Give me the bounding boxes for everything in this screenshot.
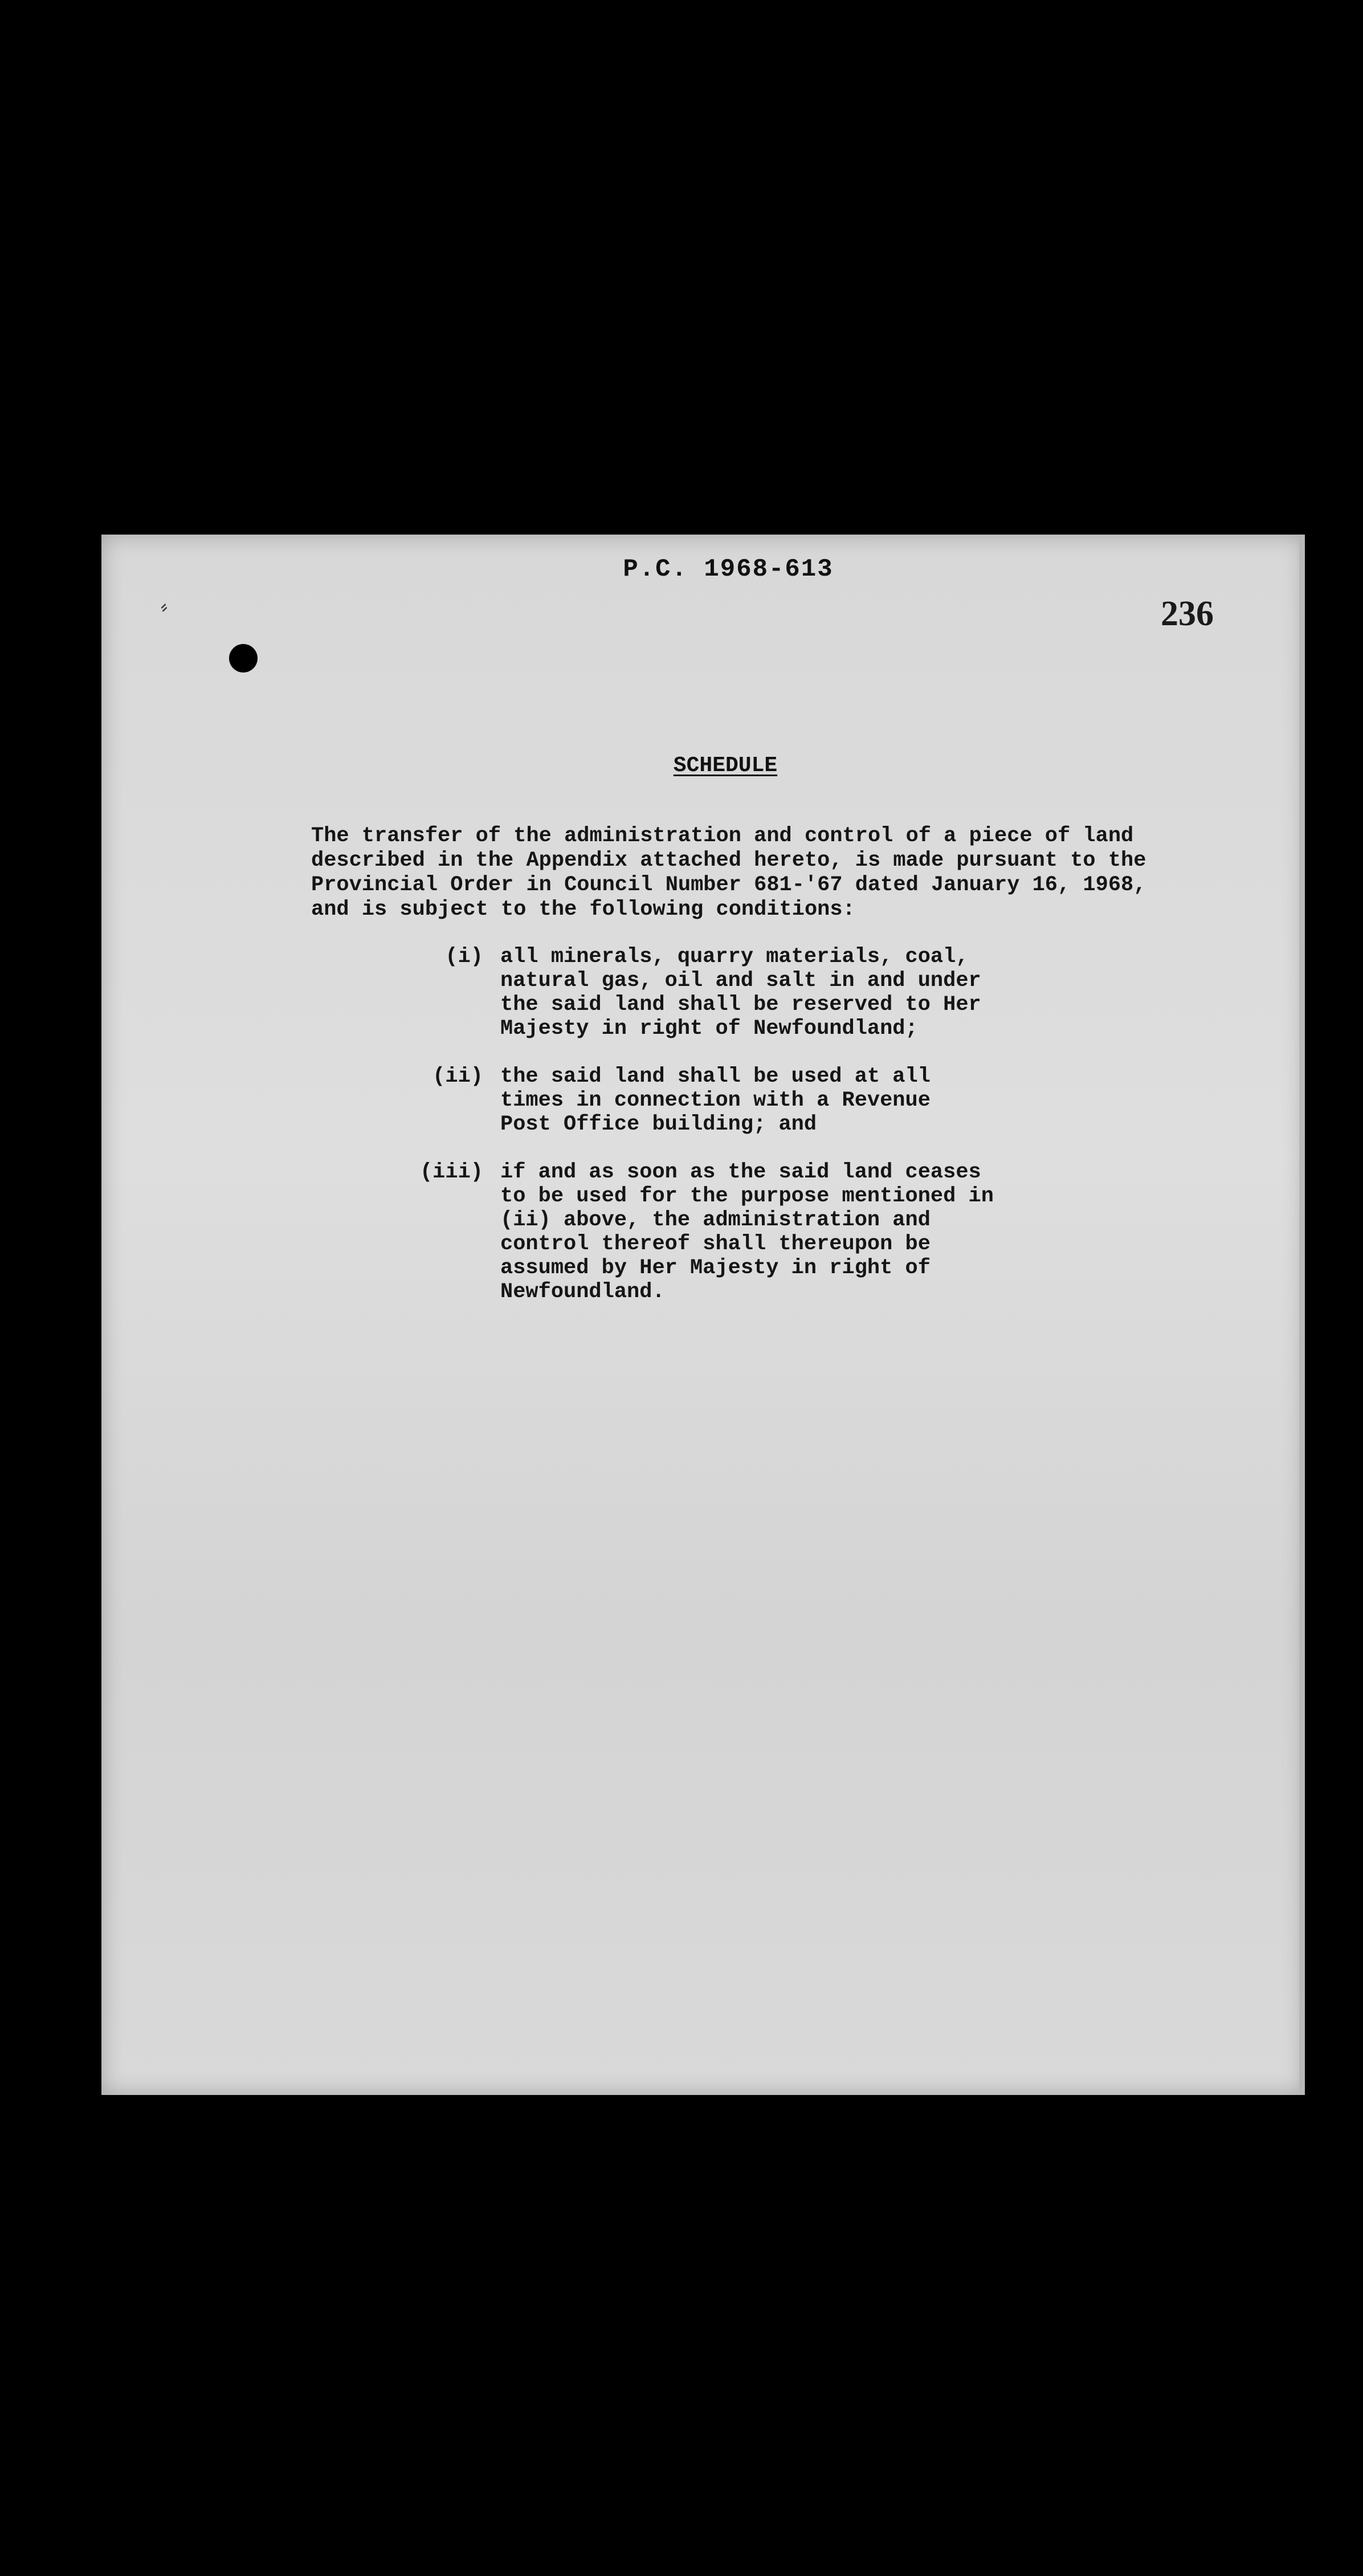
intro-paragraph <box>311 824 1211 922</box>
intro-line: Provincial Order in Council Number 681-'67 dated January 16, 1968, <box>311 873 1146 897</box>
handwritten-mark: ⸗ <box>155 596 174 621</box>
condition-item <box>375 1065 1116 1136</box>
punch-hole <box>229 644 258 672</box>
order-reference: P.C. 1968-613 <box>623 555 834 584</box>
condition-line: all minerals, quarry materials, coal, <box>500 945 969 969</box>
condition-line: the said land shall be reserved to Her <box>500 993 981 1017</box>
condition-line: times in connection with a Revenue <box>500 1089 931 1112</box>
condition-label: (iii) <box>419 1160 483 1184</box>
schedule-heading: SCHEDULE <box>673 753 778 778</box>
condition-line: (ii) above, the administration and <box>500 1208 931 1232</box>
condition-text <box>500 945 1116 1041</box>
condition-line: to be used for the purpose mentioned in <box>500 1184 994 1208</box>
intro-line: and is subject to the following conditions: <box>311 898 855 922</box>
condition-text <box>500 1160 1116 1304</box>
condition-label: (i) <box>445 945 483 969</box>
condition-line: if and as soon as the said land ceases <box>500 1160 981 1184</box>
condition-item <box>375 945 1116 1041</box>
condition-line: Majesty in right of Newfoundland; <box>500 1017 918 1041</box>
document-page <box>101 535 1305 2095</box>
condition-item <box>375 1160 1116 1304</box>
intro-line: described in the Appendix attached hereto, is made pursuant to the <box>311 849 1146 873</box>
condition-line: Post Office building; and <box>500 1112 817 1136</box>
condition-line: natural gas, oil and salt in and under <box>500 969 981 993</box>
intro-line: The transfer of the administration and control of a piece of land <box>311 824 1134 848</box>
condition-label: (ii) <box>432 1065 483 1089</box>
page-number: 236 <box>1161 594 1214 633</box>
condition-line: control thereof shall thereupon be <box>500 1232 931 1256</box>
condition-line: Newfoundland. <box>500 1280 665 1304</box>
conditions-list <box>375 945 1116 1328</box>
condition-line: assumed by Her Majesty in right of <box>500 1256 931 1280</box>
condition-text <box>500 1065 1116 1136</box>
condition-line: the said land shall be used at all <box>500 1065 931 1089</box>
